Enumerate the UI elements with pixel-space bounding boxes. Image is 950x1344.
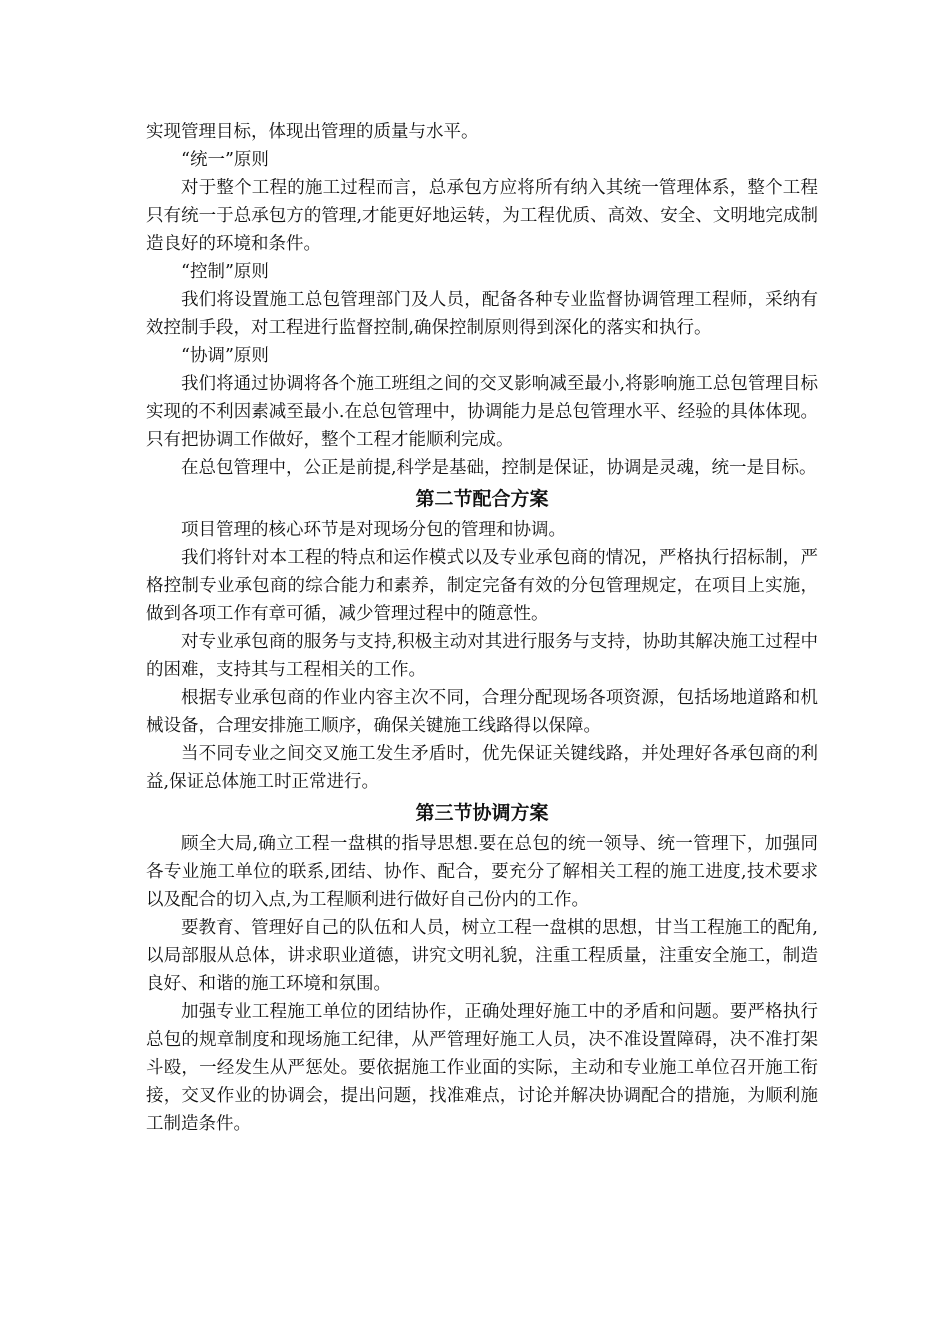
- paragraph: 项目管理的核心环节是对现场分包的管理和协调。: [181, 520, 566, 540]
- principle-heading-coordinate: “协调”原则: [181, 346, 269, 366]
- paragraph: 我们将设置施工总包管理部门及人员，配备各种专业监督协调管理工程师，采纳有效控制手段，对工程进行监督控制,确保控制原则得到深化的落实和执行。: [146, 290, 818, 338]
- section-heading-coordination: 第三节协调方案: [415, 802, 549, 824]
- document-body: [146, 118, 818, 1138]
- section-heading-cooperation: 第二节配合方案: [415, 488, 549, 510]
- paragraph: 我们将通过协调将各个施工班组之间的交叉影响减至最小,将影响施工总包管理目标实现的不利因素减至最小.在总包管理中，协调能力是总包管理水平、经验的具体体现。只有把协调工作做好，整个工程才能顺利完成。: [146, 374, 818, 450]
- paragraph: 实现管理目标，体现出管理的质量与水平。: [146, 122, 479, 142]
- principle-heading-unify: “统一”原则: [181, 150, 269, 170]
- paragraph: 根据专业承包商的作业内容主次不同，合理分配现场各项资源，包括场地道路和机械设备，合理安排施工顺序，确保关键施工线路得以保障。: [146, 688, 818, 736]
- paragraph: 加强专业工程施工单位的团结协作，正确处理好施工中的矛盾和问题。要严格执行总包的规章制度和现场施工纪律，从严管理好施工人员，决不准设置障碍，决不准打架斗殴，一经发生从严惩处。要依据施工作业面的实际，主动和专业施工单位召开施工衔接，交叉作业的协调会，提出问题，找准难点，讨论并解决协调配合的措施，为顺利施工制造条件。: [146, 1002, 818, 1134]
- principle-heading-control: “控制”原则: [181, 262, 269, 282]
- paragraph: 我们将针对本工程的特点和运作模式以及专业承包商的情况，严格执行招标制，严格控制专业承包商的综合能力和素养，制定完备有效的分包管理规定，在项目上实施，做到各项工作有章可循，减少管理过程中的随意性。: [146, 548, 818, 624]
- paragraph: 要教育、管理好自己的队伍和人员，树立工程一盘棋的思想，甘当工程施工的配角,以局部服从总体，讲求职业道德，讲究文明礼貌，注重工程质量，注重安全施工，制造良好、和谐的施工环境和氛围。: [146, 918, 818, 994]
- paragraph: 在总包管理中，公正是前提,科学是基础，控制是保证，协调是灵魂，统一是目标。: [181, 458, 817, 478]
- paragraph: 对于整个工程的施工过程而言，总承包方应将所有纳入其统一管理体系，整个工程只有统一于总承包方的管理,才能更好地运转，为工程优质、高效、安全、文明地完成制造良好的环境和条件。: [146, 178, 818, 254]
- paragraph: 当不同专业之间交叉施工发生矛盾时，优先保证关键线路，并处理好各承包商的利益,保证总体施工时正常进行。: [146, 744, 818, 792]
- paragraph: 对专业承包商的服务与支持,积极主动对其进行服务与支持，协助其解决施工过程中的困难，支持其与工程相关的工作。: [146, 632, 818, 680]
- paragraph: 顾全大局,确立工程一盘棋的指导思想.要在总包的统一领导、统一管理下，加强同各专业施工单位的联系,团结、协作、配合，要充分了解相关工程的施工进度,技术要求以及配合的切入点,为工程顺利进行做好自己份内的工作。: [146, 834, 818, 910]
